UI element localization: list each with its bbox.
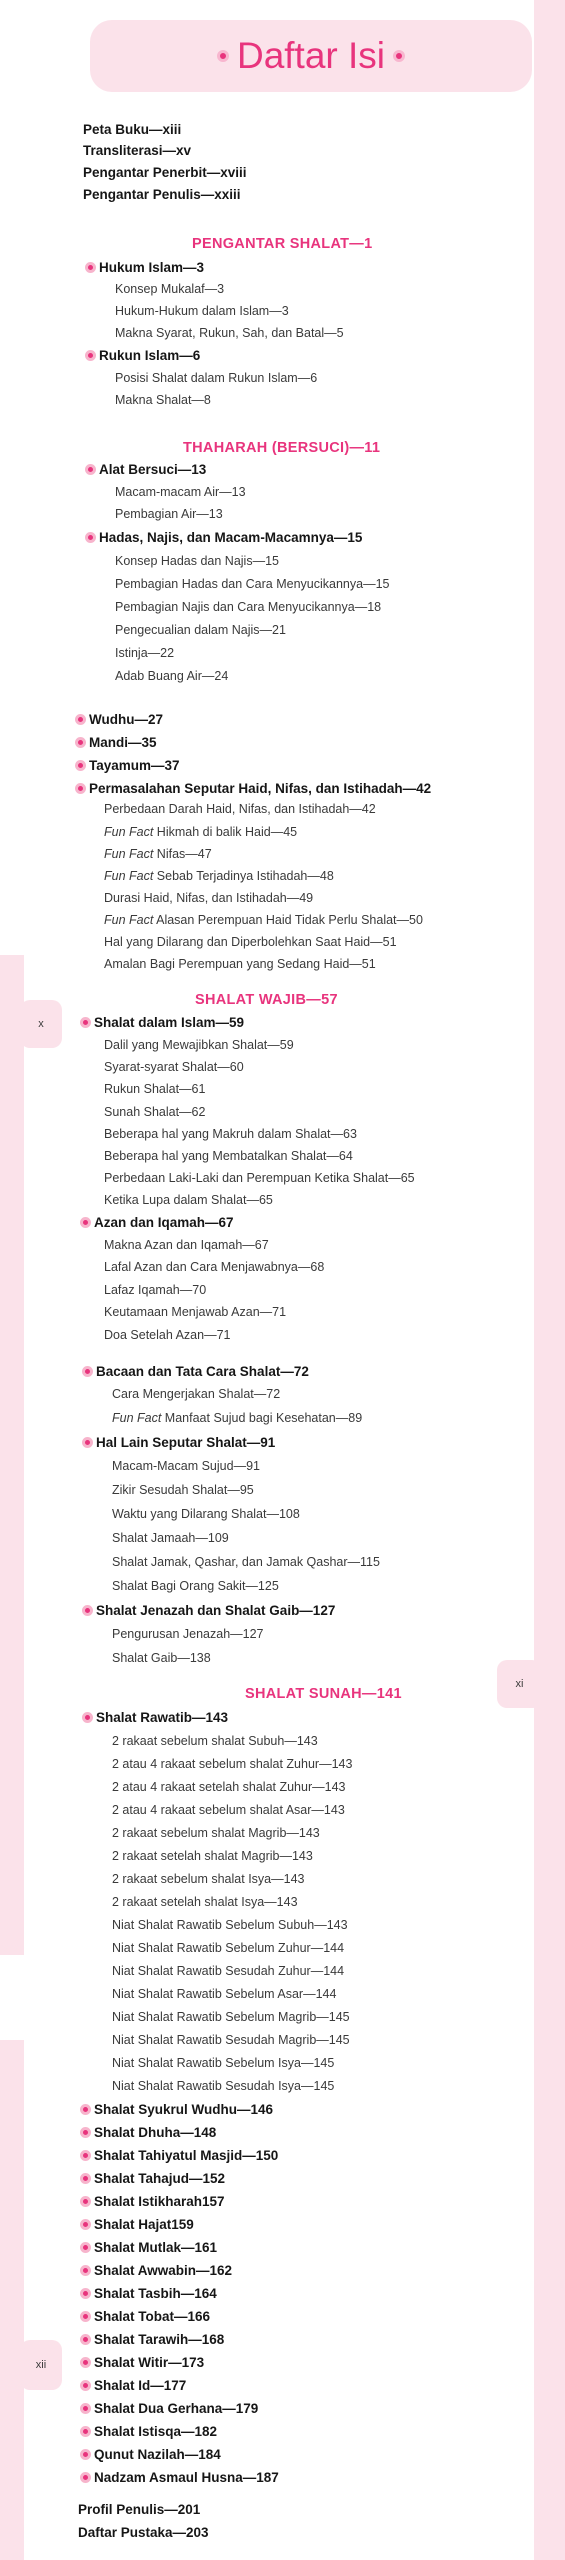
toc-entry-text: Mandi—35 [89,735,157,750]
toc-entry-text: Macam-macam Air—13 [115,485,246,499]
toc-entry-text: Lafaz Iqamah—70 [104,1283,207,1297]
flower-icon [80,2380,91,2391]
toc-subentry-konsep-hadas-dan-najis-15 [115,555,279,568]
flower-icon [80,1217,91,1228]
toc-entry-text: Keutamaan Menjawab Azan—71 [104,1305,287,1319]
toc-entry-text: 2 rakaat sebelum shalat Magrib—143 [112,1826,320,1840]
flower-icon [82,1605,93,1616]
flower-icon [80,2403,91,2414]
toc-entry-hukum-islam-3 [85,261,204,275]
toc-subentry-durasi-haid-nifas-dan-istihadah-49 [104,892,313,905]
toc-subentry-niat-shalat-rawatib-sebelum-isya-145 [112,2057,334,2070]
toc-entry-text: Shalat Istisqa—182 [94,2424,218,2439]
toc-subentry-syarat-syarat-shalat-60 [104,1061,244,1074]
toc-entry-text: Shalat Tahiyatul Masjid—150 [94,2148,279,2163]
toc-entry-text: Macam-Macam Sujud—91 [112,1459,260,1473]
toc-entry-alat-bersuci-13 [85,463,206,477]
toc-entry-shalat-tahiyatul-masjid-150 [80,2149,278,2163]
toc-entry-text: Shalat Tasbih—164 [94,2286,217,2301]
toc-entry-text: Doa Setelah Azan—71 [104,1328,231,1342]
toc-entry-text: Wudhu—27 [89,712,163,727]
toc-entry-text: Shalat Tarawih—168 [94,2332,225,2347]
toc-subentry-pembagian-hadas-dan-cara-menyucikannya-1 [115,578,389,591]
toc-subentry-istinja-22 [115,647,174,660]
toc-entry-shalat-dua-gerhana-179 [80,2402,258,2416]
toc-entry-text: Cara Mengerjakan Shalat—72 [112,1387,281,1401]
toc-entry-text: Permasalahan Seputar Haid, Nifas, dan Istihadah—42 [89,781,432,796]
fun-fact-label: Fun Fact [104,847,154,861]
toc-entry-shalat-tobat-166 [80,2310,210,2324]
toc-entry-daftar-pustaka-203: Daftar Pustaka—203 [78,2525,209,2540]
flower-icon [80,2219,91,2230]
toc-subentry-pengecualian-dalam-najis-21 [115,624,286,637]
toc-subentry-pembagian-najis-dan-cara-menyucikannya-1 [115,601,381,614]
toc-entry-text: Shalat Rawatib—143 [96,1710,229,1725]
toc-subentry-niat-shalat-rawatib-sebelum-zuhur-144 [112,1942,344,1955]
toc-subentry-hal-yang-dilarang-dan-diperbolehkan-saat [104,936,397,949]
toc-entry-text: Shalat Tobat—166 [94,2309,211,2324]
toc-entry-nadzam-asmaul-husna-187 [80,2471,279,2485]
toc-subentry-shalat-gaib-138 [112,1652,211,1665]
toc-subentry-2-rakaat-setelah-shalat-isya-143 [112,1896,298,1909]
toc-entry-wudhu-27 [75,713,163,727]
flower-icon [80,2127,91,2138]
toc-entry-peta-buku-xiii: Peta Buku—xiii [83,122,182,137]
toc-entry-text: 2 rakaat sebelum shalat Isya—143 [112,1872,305,1886]
toc-subentry-fun-fact-manfaat-sujud-bagi-kesehatan-89 [112,1412,362,1425]
toc-subentry-niat-shalat-rawatib-sesudah-zuhur-144 [112,1965,344,1978]
page-tab-xi: xi [497,1660,542,1708]
toc-subentry-pembagian-air-13 [115,508,223,521]
toc-entry-text: Sunah Shalat—62 [104,1105,206,1119]
toc-entry-shalat-tasbih-164 [80,2287,217,2301]
page-tab-xii: xii [20,2340,62,2390]
toc-subentry-lafaz-iqamah-70 [104,1284,206,1297]
toc-entry-text: Shalat Syukrul Wudhu—146 [94,2102,274,2117]
toc-subentry-shalat-jamak-qashar-dan-jamak-qashar-115 [112,1556,380,1569]
toc-entry-shalat-dalam-islam-59 [80,1016,244,1030]
toc-subentry-cara-mengerjakan-shalat-72 [112,1388,280,1401]
toc-entry-mandi-35 [75,736,157,750]
toc-entry-shalat-hajat159 [80,2218,194,2232]
toc-entry-profil-penulis-201: Profil Penulis—201 [78,2502,201,2517]
toc-entry-text: Sebab Terjadinya Istihadah—48 [153,869,334,883]
section-heading-shalat-wajib-57: SHALAT WAJIB—57 [195,992,338,1008]
flower-icon [80,2265,91,2276]
toc-subentry-hukum-hukum-dalam-islam-3 [115,305,289,318]
toc-entry-text: Niat Shalat Rawatib Sesudah Zuhur—144 [112,1964,345,1978]
flower-icon [85,464,96,475]
toc-subentry-fun-fact-nifas-47 [104,848,212,861]
flower-icon [82,1437,93,1448]
toc-subentry-perbedaan-laki-laki-dan-perempuan-ketika [104,1172,415,1185]
toc-entry-text: Ketika Lupa dalam Shalat—65 [104,1193,273,1207]
toc-entry-text: Niat Shalat Rawatib Sebelum Magrib—145 [112,2010,350,2024]
toc-entry-azan-dan-iqamah-67 [80,1216,234,1230]
flower-icon [80,2242,91,2253]
toc-entry-text: Niat Shalat Rawatib Sebelum Isya—145 [112,2056,335,2070]
toc-entry-shalat-tarawih-168 [80,2333,224,2347]
toc-subentry-2-rakaat-sebelum-shalat-isya-143 [112,1873,304,1886]
toc-entry-text: Beberapa hal yang Membatalkan Shalat—64 [104,1149,353,1163]
toc-entry-qunut-nazilah-184 [80,2448,221,2462]
toc-entry-text: Shalat dalam Islam—59 [94,1015,245,1030]
toc-entry-text: Hal Lain Seputar Shalat—91 [96,1435,276,1450]
toc-entry-text: Shalat Hajat159 [94,2217,194,2232]
toc-subentry-zikir-sesudah-shalat-95 [112,1484,254,1497]
toc-entry-text: Niat Shalat Rawatib Sebelum Asar—144 [112,1987,337,2001]
toc-entry-text: Pengecualian dalam Najis—21 [115,623,286,637]
toc-subentry-fun-fact-alasan-perempuan-haid-tidak-per [104,914,423,927]
fun-fact-label: Fun Fact [112,1411,162,1425]
toc-entry-text: Shalat Mutlak—161 [94,2240,218,2255]
toc-entry-text: Shalat Tahajud—152 [94,2171,226,2186]
toc-subentry-rukun-shalat-61 [104,1083,205,1096]
toc-entry-text: Niat Shalat Rawatib Sebelum Zuhur—144 [112,1941,345,1955]
toc-subentry-perbedaan-darah-haid-nifas-dan-istihadah [104,803,376,816]
left-margin-strip [0,955,24,1955]
toc-entry-text: Makna Azan dan Iqamah—67 [104,1238,269,1252]
flower-icon [80,2334,91,2345]
toc-entry-text: Shalat Jenazah dan Shalat Gaib—127 [96,1603,336,1618]
toc-entry-text: Zikir Sesudah Shalat—95 [112,1483,254,1497]
toc-entry-text: Perbedaan Darah Haid, Nifas, dan Istihadah—42 [104,802,376,816]
toc-subentry-beberapa-hal-yang-membatalkan-shalat-64 [104,1150,353,1163]
toc-entry-text: Tayamum—37 [89,758,180,773]
toc-subentry-makna-shalat-8 [115,394,211,407]
toc-entry-text: Syarat-syarat Shalat—60 [104,1060,244,1074]
flower-icon [75,760,86,771]
flower-icon [80,2196,91,2207]
toc-entry-text: Shalat Dhuha—148 [94,2125,217,2140]
toc-subentry-2-rakaat-sebelum-shalat-magrib-143 [112,1827,320,1840]
toc-subentry-shalat-bagi-orang-sakit-125 [112,1580,279,1593]
toc-subentry-niat-shalat-rawatib-sebelum-subuh-143 [112,1919,348,1932]
toc-subentry-lafal-azan-dan-cara-menjawabnya-68 [104,1261,324,1274]
toc-entry-text: Manfaat Sujud bagi Kesehatan—89 [161,1411,363,1425]
toc-entry-text: Hadas, Najis, dan Macam-Macamnya—15 [99,530,363,545]
toc-entry-pengantar-penerbit-xviii: Pengantar Penerbit—xviii [83,165,247,180]
toc-entry-bacaan-dan-tata-cara-shalat-72 [82,1365,309,1379]
toc-entry-text: Beberapa hal yang Makruh dalam Shalat—63 [104,1127,357,1141]
toc-subentry-keutamaan-menjawab-azan-71 [104,1306,286,1319]
toc-entry-rukun-islam-6 [85,349,200,363]
toc-entry-text: Hukum-Hukum dalam Islam—3 [115,304,289,318]
toc-entry-text: Waktu yang Dilarang Shalat—108 [112,1507,300,1521]
fun-fact-label: Fun Fact [104,913,154,927]
toc-entry-text: Pembagian Hadas dan Cara Menyucikannya—15 [115,577,390,591]
toc-subentry-amalan-bagi-perempuan-yang-sedang-haid-5 [104,958,376,971]
toc-entry-text: Hukum Islam—3 [99,260,205,275]
flower-icon [85,532,96,543]
flower-icon [82,1366,93,1377]
left-margin-strip-lower [0,2040,24,2560]
toc-entry-text: Alat Bersuci—13 [99,462,207,477]
toc-entry-text: 2 rakaat setelah shalat Magrib—143 [112,1849,313,1863]
toc-subentry-shalat-jamaah-109 [112,1532,229,1545]
toc-entry-hadas-najis-dan-macam-macamnya-15 [85,531,362,545]
toc-subentry-sunah-shalat-62 [104,1106,205,1119]
toc-subentry-fun-fact-hikmah-di-balik-haid-45 [104,826,297,839]
toc-subentry-niat-shalat-rawatib-sebelum-magrib-145 [112,2011,350,2024]
toc-entry-text: Niat Shalat Rawatib Sesudah Magrib—145 [112,2033,350,2047]
flower-icon [80,2104,91,2115]
flower-icon [217,50,229,62]
page-tab-x: x [20,1000,62,1048]
flower-icon [75,737,86,748]
toc-entry-text: Hal yang Dilarang dan Diperbolehkan Saat Haid—51 [104,935,397,949]
toc-entry-shalat-istisqa-182 [80,2425,217,2439]
toc-entry-shalat-tahajud-152 [80,2172,225,2186]
toc-entry-text: Posisi Shalat dalam Rukun Islam—6 [115,371,318,385]
title-banner [90,20,532,92]
toc-entry-text: Shalat Id—177 [94,2378,187,2393]
toc-entry-text: Azan dan Iqamah—67 [94,1215,234,1230]
right-margin-strip [534,0,565,2560]
toc-entry-text: Shalat Bagi Orang Sakit—125 [112,1579,279,1593]
flower-icon [75,783,86,794]
toc-subentry-pengurusan-jenazah-127 [112,1628,264,1641]
toc-entry-tayamum-37 [75,759,180,773]
toc-entry-text: Rukun Islam—6 [99,348,201,363]
toc-entry-transliterasi-xv: Transliterasi—xv [83,143,192,158]
page-title: Daftar Isi [236,35,386,76]
toc-subentry-fun-fact-sebab-terjadinya-istihadah-48 [104,870,334,883]
toc-subentry-adab-buang-air-24 [115,670,228,683]
toc-subentry-dalil-yang-mewajibkan-shalat-59 [104,1039,294,1052]
toc-entry-text: Shalat Awwabin—162 [94,2263,233,2278]
toc-entry-text: Shalat Dua Gerhana—179 [94,2401,259,2416]
toc-entry-text: Alasan Perempuan Haid Tidak Perlu Shalat—50 [153,913,423,927]
toc-entry-shalat-mutlak-161 [80,2241,217,2255]
toc-entry-text: Shalat Jamak, Qashar, dan Jamak Qashar—115 [112,1555,380,1569]
toc-entry-text: Niat Shalat Rawatib Sesudah Isya—145 [112,2079,335,2093]
toc-subentry-waktu-yang-dilarang-shalat-108 [112,1508,300,1521]
flower-icon [85,262,96,273]
toc-entry-text: Dalil yang Mewajibkan Shalat—59 [104,1038,294,1052]
flower-icon [75,714,86,725]
toc-entry-text: Makna Syarat, Rukun, Sah, dan Batal—5 [115,326,344,340]
flower-icon [80,2288,91,2299]
flower-icon [393,50,405,62]
flower-icon [80,1017,91,1028]
toc-entry-text: Pembagian Najis dan Cara Menyucikannya—18 [115,600,382,614]
toc-entry-shalat-jenazah-dan-shalat-gaib-127 [82,1604,335,1618]
toc-entry-text: Shalat Jamaah—109 [112,1531,229,1545]
toc-entry-shalat-witir-173 [80,2356,204,2370]
toc-subentry-niat-shalat-rawatib-sesudah-isya-145 [112,2080,334,2093]
flower-icon [85,350,96,361]
toc-entry-text: Qunut Nazilah—184 [94,2447,221,2462]
toc-subentry-macam-macam-sujud-91 [112,1460,260,1473]
toc-entry-text: Bacaan dan Tata Cara Shalat—72 [96,1364,309,1379]
flower-icon [80,2426,91,2437]
toc-entry-text: Hikmah di balik Haid—45 [153,825,298,839]
toc-subentry-posisi-shalat-dalam-rukun-islam-6 [115,372,317,385]
flower-icon [80,2173,91,2184]
toc-subentry-konsep-mukalaf-3 [115,283,224,296]
toc-entry-pengantar-penulis-xxiii: Pengantar Penulis—xxiii [83,187,241,202]
toc-entry-text: Pembagian Air—13 [115,507,223,521]
toc-entry-text: Konsep Mukalaf—3 [115,282,225,296]
toc-entry-shalat-rawatib-143 [82,1711,228,1725]
toc-subentry-niat-shalat-rawatib-sesudah-magrib-145 [112,2034,350,2047]
toc-subentry-niat-shalat-rawatib-sebelum-asar-144 [112,1988,336,2001]
toc-entry-text: Amalan Bagi Perempuan yang Sedang Haid—51 [104,957,376,971]
toc-subentry-2-atau-4-rakaat-sebelum-shalat-zuhur-143 [112,1758,352,1771]
toc-entry-text: 2 atau 4 rakaat sebelum shalat Zuhur—143 [112,1757,353,1771]
toc-subentry-makna-azan-dan-iqamah-67 [104,1239,269,1252]
toc-entry-text: Shalat Gaib—138 [112,1651,211,1665]
toc-entry-text: Konsep Hadas dan Najis—15 [115,554,279,568]
toc-entry-text: Perbedaan Laki-Laki dan Perempuan Ketika Shalat—65 [104,1171,415,1185]
toc-subentry-beberapa-hal-yang-makruh-dalam-shalat-63 [104,1128,357,1141]
toc-subentry-2-rakaat-sebelum-shalat-subuh-143 [112,1735,318,1748]
toc-entry-text: Lafal Azan dan Cara Menjawabnya—68 [104,1260,325,1274]
flower-icon [80,2311,91,2322]
toc-entry-text: Shalat Witir—173 [94,2355,205,2370]
section-heading-shalat-sunah-141: SHALAT SUNAH—141 [245,1686,402,1702]
toc-entry-text: 2 atau 4 rakaat setelah shalat Zuhur—143 [112,1780,346,1794]
toc-entry-shalat-awwabin-162 [80,2264,232,2278]
toc-entry-text: Adab Buang Air—24 [115,669,229,683]
fun-fact-label: Fun Fact [104,825,154,839]
toc-entry-text: Makna Shalat—8 [115,393,211,407]
section-heading-pengantar-shalat-1: PENGANTAR SHALAT—1 [192,236,373,252]
toc-entry-text: 2 rakaat sebelum shalat Subuh—143 [112,1734,318,1748]
toc-entry-hal-lain-seputar-shalat-91 [82,1436,275,1450]
toc-subentry-2-atau-4-rakaat-sebelum-shalat-asar-143 [112,1804,345,1817]
flower-icon [80,2449,91,2460]
toc-entry-text: Pengurusan Jenazah—127 [112,1627,264,1641]
toc-subentry-doa-setelah-azan-71 [104,1329,230,1342]
toc-entry-text: Shalat Istikharah157 [94,2194,225,2209]
toc-subentry-macam-macam-air-13 [115,486,246,499]
toc-entry-text: Durasi Haid, Nifas, dan Istihadah—49 [104,891,314,905]
toc-entry-text: Nifas—47 [153,847,212,861]
toc-entry-text: Niat Shalat Rawatib Sebelum Subuh—143 [112,1918,348,1932]
toc-entry-text: 2 atau 4 rakaat sebelum shalat Asar—143 [112,1803,345,1817]
toc-entry-text: 2 rakaat setelah shalat Isya—143 [112,1895,298,1909]
toc-entry-shalat-dhuha-148 [80,2126,216,2140]
toc-entry-permasalahan-seputar-haid-nifas-dan-isti [75,782,431,796]
flower-icon [80,2150,91,2161]
toc-entry-shalat-istikharah157 [80,2195,225,2209]
flower-icon [82,1712,93,1723]
toc-entry-text: Rukun Shalat—61 [104,1082,206,1096]
flower-icon [80,2472,91,2483]
toc-subentry-2-rakaat-setelah-shalat-magrib-143 [112,1850,313,1863]
toc-subentry-2-atau-4-rakaat-setelah-shalat-zuhur-143 [112,1781,345,1794]
toc-entry-shalat-id-177 [80,2379,186,2393]
toc-entry-text: Istinja—22 [115,646,175,660]
toc-subentry-ketika-lupa-dalam-shalat-65 [104,1194,273,1207]
section-heading-thaharah-bersuci-11: THAHARAH (BERSUCI)—11 [183,440,381,456]
toc-entry-text: Nadzam Asmaul Husna—187 [94,2470,279,2485]
toc-entry-shalat-syukrul-wudhu-146 [80,2103,273,2117]
toc-subentry-makna-syarat-rukun-sah-dan-batal-5 [115,327,344,340]
fun-fact-label: Fun Fact [104,869,154,883]
flower-icon [80,2357,91,2368]
